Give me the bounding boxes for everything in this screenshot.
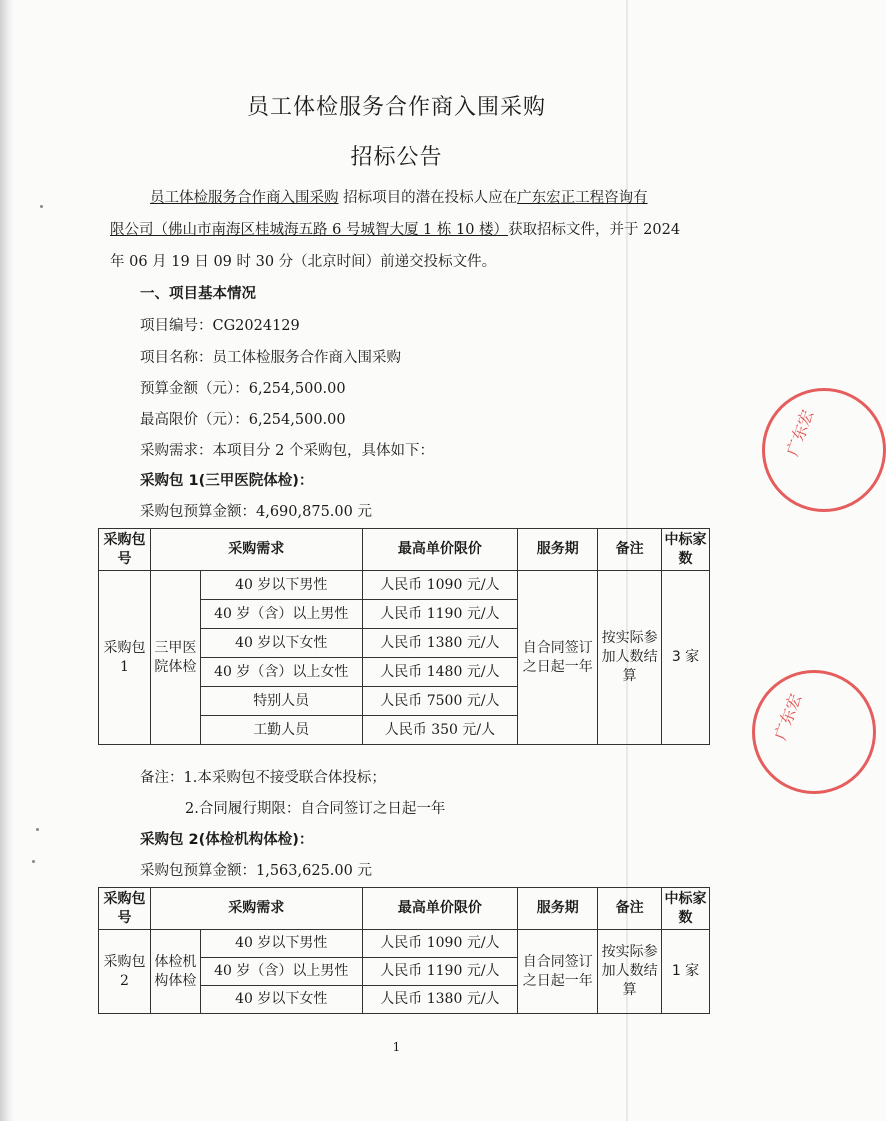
pkg-name: 采购包 2	[99, 930, 151, 1014]
table-header-row	[99, 529, 710, 571]
pkg2-budget: 采购包预算金额：1,563,625.00 元	[140, 863, 372, 879]
pkg-period: 自合同签订之日起一年	[518, 571, 598, 745]
pkg1-heading: 采购包 1(三甲医院体检)：	[140, 473, 314, 489]
pkg2-table	[98, 887, 710, 1014]
pkg-winners: 3 家	[662, 571, 710, 745]
official-seal-icon	[752, 670, 876, 794]
intro-line-2	[110, 218, 680, 239]
intro-text: 获取招标文件，并于 2024	[508, 222, 681, 238]
pkg-winners: 1 家	[662, 930, 710, 1014]
seal-text: 广东宏	[782, 407, 818, 459]
header-price: 最高单价限价	[362, 888, 518, 930]
scan-speck	[40, 205, 43, 208]
row-item: 40 岁（含）以上女性	[200, 658, 362, 687]
row-price: 人民币 1380 元/人	[362, 629, 518, 658]
project-number: 项目编号：CG2024129	[140, 318, 300, 334]
max-price: 最高限价（元）：6,254,500.00	[140, 412, 346, 428]
row-price: 人民币 1380 元/人	[362, 986, 518, 1014]
intro-project-name: 员工体检服务合作商入围采购	[150, 190, 339, 206]
row-item: 40 岁（含）以上男性	[200, 958, 362, 986]
pkg-period: 自合同签订之日起一年	[518, 930, 598, 1014]
demand: 采购需求：本项目分 2 个采购包，具体如下：	[140, 443, 434, 459]
document-subtitle: 招标公告	[350, 145, 443, 170]
project-name: 项目名称：员工体检服务合作商入围采购	[140, 350, 401, 366]
header-need: 采购需求	[150, 529, 362, 571]
table-row	[99, 571, 710, 600]
official-seal-icon	[762, 388, 886, 512]
intro-agency: 广东宏正工程咨询有	[517, 190, 648, 206]
header-winners: 中标家数	[662, 529, 710, 571]
pkg-category: 体检机构体检	[150, 930, 200, 1014]
row-price: 人民币 1190 元/人	[362, 958, 518, 986]
row-price: 人民币 1480 元/人	[362, 658, 518, 687]
pkg-note: 按实际参加人数结算	[598, 571, 662, 745]
pkg-category: 三甲医院体检	[150, 571, 200, 745]
pkg-note: 按实际参加人数结算	[598, 930, 662, 1014]
row-price: 人民币 1190 元/人	[362, 600, 518, 629]
intro-line-1	[150, 186, 648, 207]
pkg2-heading: 采购包 2(体检机构体检)：	[140, 832, 314, 848]
row-item: 40 岁以下女性	[200, 986, 362, 1014]
intro-text: 招标项目的潜在投标人应在	[338, 190, 518, 206]
header-note: 备注	[598, 529, 662, 571]
header-need: 采购需求	[150, 888, 362, 930]
row-price: 人民币 350 元/人	[362, 716, 518, 745]
intro-line-3: 年 06 月 19 日 09 时 30 分（北京时间）前递交投标文件。	[110, 254, 497, 270]
header-price: 最高单价限价	[362, 529, 518, 571]
scan-speck	[32, 860, 35, 863]
remark-2: 2.合同履行期限：自合同签订之日起一年	[185, 801, 446, 817]
row-item: 40 岁以下男性	[200, 571, 362, 600]
header-period: 服务期	[518, 888, 598, 930]
remark-1: 备注：1.本采购包不接受联合体投标；	[140, 770, 386, 786]
scan-speck	[36, 828, 39, 831]
header-pkg: 采购包号	[99, 529, 151, 571]
row-item: 40 岁（含）以上男性	[200, 600, 362, 629]
row-item: 工勤人员	[200, 716, 362, 745]
row-price: 人民币 7500 元/人	[362, 687, 518, 716]
pkg-name: 采购包 1	[99, 571, 151, 745]
header-winners: 中标家数	[662, 888, 710, 930]
row-price: 人民币 1090 元/人	[362, 571, 518, 600]
document-title: 员工体检服务合作商入围采购	[246, 95, 546, 120]
pkg1-budget: 采购包预算金额：4,690,875.00 元	[140, 504, 372, 520]
seal-text: 广东宏	[770, 691, 806, 743]
row-item: 40 岁以下男性	[200, 930, 362, 958]
row-item: 40 岁以下女性	[200, 629, 362, 658]
header-pkg: 采购包号	[99, 888, 151, 930]
table-header-row	[99, 888, 710, 930]
header-period: 服务期	[518, 529, 598, 571]
pkg1-table	[98, 528, 710, 745]
page-number: 1	[392, 1040, 401, 1054]
header-note: 备注	[598, 888, 662, 930]
section-heading: 一、项目基本情况	[140, 286, 256, 302]
table-row	[99, 930, 710, 958]
row-price: 人民币 1090 元/人	[362, 930, 518, 958]
row-item: 特别人员	[200, 687, 362, 716]
intro-address: 限公司（佛山市南海区桂城海五路 6 号城智大厦 1 栋 10 楼）	[110, 222, 509, 238]
budget-amount: 预算金额（元）：6,254,500.00	[140, 381, 346, 397]
